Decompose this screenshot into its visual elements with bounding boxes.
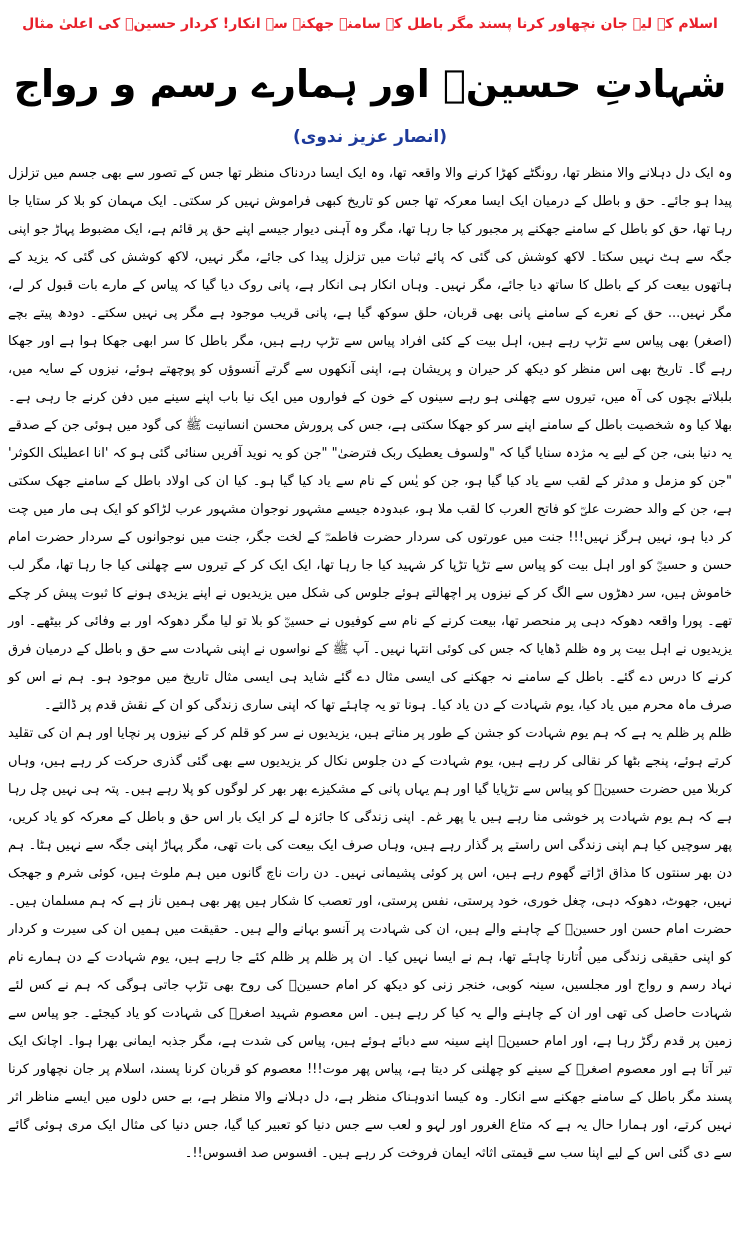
article-paragraph: وہ ایک دل دہلانے والا منظر تھا، رونگٹے کھڑا کرنے والا واقعہ تھا، وہ ایک ایسا دردناک منظر تھا جس کے تصور سے بھی جسم میں تزلزل پیدا ہو جائے۔ حق و باطل کے درمیان ایک ایسا معرکہ تھا جس کو تاریخ کبھی فراموش نہیں کر سکتی۔ ایک مہمان کو بلا کر ستایا جا رہا تھا، حق کو باطل کے سامنے جھکنے پر مجبور کیا جا رہا تھا، مگر وہ آہنی دیوار جیسے اپنے حق پر قائم ہے، ایک مضبوط پہاڑ جو اپنی جگہ سے ہٹ نہیں سکتا۔ لاکھ کوشش کی گئی کہ پائے ثبات میں تزلزل پیدا کی جائے، مگر نہیں، لاکھ کوشش کی گئی کہ یزید کے ہاتھوں بیعت کر کے باطل کا ساتھ دیا جائے، مگر نہیں۔ وہاں انکار ہی انکار ہے، پانی روک دیا گیا کہ پیاس کے مارے بات قبول کر لے، مگر نہیں... حق کے نعرے کے سامنے پانی بھی قربان، حلق سوکھ گیا ہے، پانی قریب موجود ہے مگر پی نہیں سکتے۔ دودھ پیتے بچے (اصغر) بھی پیاس سے تڑپ رہے ہیں، اہل بیت کے کئی افراد پیاس سے تڑپ رہے ہیں، مگر باطل کا سر ابھی جھکا ہوا ہے اور جھکا رہے گا۔ تاریخ بھی اس منظر کو دیکھ کر حیران و پریشان ہے، اپنی آنکھوں سے گرتے آنسوؤں کو پوچھتے ہوئے، نیزوں کے سایہ میں، بلبلاتے بچوں کی آہ میں، تیروں سے چھلنی ہو رہے سینوں کے خون کے فواروں میں ایک نیا باب اپنے سینے میں دفن کرنے جا رہی ہے۔ بھلا کیا وہ شخصیت باطل کے سامنے اپنے سر کو جھکا سکتی ہے، جس کی پرورش محسن انسانیت ﷺ کی گود میں ہوئی جن کے صدقے یہ دنیا بنی، جن کے لیے یہ مژدہ سنایا گیا کہ "ولسوف یعطیک ربک فترضیٰ" "جن کو یہ نوید آفریں سنائی گئی ہو کہ 'انا اعطینٰک الکوثر' "جن کو مزمل و مدثر کے لقب سے یاد کیا گیا ہو، جن کو یٰس کے نام سے یاد کیا گیا ہو۔ کیا ان کی اولاد باطل کے سامنے جھک سکتی ہے، جن کے والد حضرت علیؓ کو فاتح العرب کا لقب ملا ہو، عبدودہ جیسے مشہور نوجوان مشہور عرب لڑاکو کو ایک ہی مار میں چت کر دیا ہو، نہیں ہرگز نہیں!!! جنت میں عورتوں کی سردار حضرت فاطمہؓ کے لخت جگر، جنت میں نوجوانوں کے سردار حضرت امام حسن و حسینؓ کو اور اہل بیت کو پیاس سے تڑپا تڑپا کر شہید کیا جا رہا تھا، ایک ایک کر کے تیروں سے چھلنی کیا جا رہا تھا، مگر لب خاموش ہیں، سر دھڑوں سے الگ کر کے نیزوں پر اچھالتے ہوئے جلوس کی شکل میں یزیدیوں نے اپنے یزیدی ہونے کا ثبوت پیش کر چکے تھے۔ پورا واقعہ دھوکہ دہی پر منحصر تھا، بیعت کرنے کے نام سے کوفیوں نے حسینؓ کو بلا تو لیا مگر دھوکہ اور بے وفائی کر بیٹھے۔ اور یزیدیوں نے اہل بیت پر وہ ظلم ڈھایا کہ جس کی کوئی انتہا نہیں۔ آپ ﷺ کے نواسوں نے اپنی شہادت سے حق و باطل کے درمیان فرق کرنے کا درس دے گئے۔ باطل کے سامنے نہ جھکنے کی ایسی مثال دے گئے شاید ہی ایسی مثال تاریخ میں موجود ہو۔ ہم نے اس کو صرف ماہ محرم میں یاد کیا، یوم شہادت کے دن یاد کیا۔ ہونا تو یہ چاہئے تھا کہ اپنی ساری زندگی کو ان کے نقش قدم پر ڈالتے۔ bbox=[8, 166, 732, 713]
article-body bbox=[8, 160, 732, 1168]
article-tagline: اسلام کے لیے جان نچھاور کرنا پسند مگر باطل کے سامنے جھکنے سے انکار! کردار حسینؓ کی اعلیٰ مثال bbox=[22, 16, 718, 32]
article-author: (انصار عزیز ندوی) bbox=[292, 127, 447, 147]
article-paragraph: ظلم پر ظلم یہ ہے کہ ہم یوم شہادت کو جشن کے طور پر مناتے ہیں، یزیدیوں نے سر کو قلم کر کے نیزوں پر نچایا اور ہم ان کی تقلید کرتے ہوئے، پنجے بٹھا کر نقالی کر رہے ہیں، یوم شہادت کے دن جلوس نکال کر یزیدیوں سے بھی گئی گذری حرکت کر رہے ہیں، وہاں کربلا میں حضرت حسینؓ کو پیاس سے تڑپایا گیا اور ہم یہاں پانی کے مشکیزے بھر بھر کر لوگوں کو پلا رہے ہیں۔ پتہ ہی نہیں چل رہا ہے کہ ہم یوم شہادت پر خوشی منا رہے ہیں یا پھر غم۔ اپنی زندگی کا جائزہ لے کر ایک بار اس حق و باطل کے معرکہ کو یاد کریں، پھر سوچیں کیا ہم اپنی زندگی اس راستے پر گذار رہے ہیں، وہاں صرف ایک بیعت کی بات تھی، مگر پہاڑ اپنی جگہ سے نہیں ہٹا۔ ہم دن بھر سنتوں کا مذاق اڑاتے گھوم رہے ہیں، اس پر کوئی پشیمانی نہیں۔ دن رات ناچ گانوں میں ہم ملوث ہیں، کوئی شرم و جھجک نہیں، جھوٹ، دھوکہ دہی، چغل خوری، خود پرستی، نفس پرستی، اور تعصب کا شکار ہیں پھر بھی ہمیں ناز ہے کہ ہم مسلمان ہیں۔ حضرت امام حسن اور حسینؓ کے چاہنے والے ہیں، ان کی شہادت پر آنسو بہانے والے ہیں۔ حقیقت میں ہمیں ان کی سیرت و کردار کو اپنی حقیقی زندگی میں اُتارنا چاہئے تھا، ہم نے ایسا نہیں کیا۔ ان پر ظلم پر ظلم کئے جا رہے ہیں، یوم شہادت کے دن ہمارے نام نہاد رسم و رواج اور مجلسیں، سینہ کوبی، خنجر زنی کو دیکھ کر امام حسینؓ کی روح بھی تڑپ جاتی ہوگی کہ ہم نے کس لئے شہادت حاصل کی تھی اور ان کے چاہنے والے یہ کیا کر رہے ہیں۔ اس معصوم شہید اصغرؓ کی شہادت کو یاد کیجئے۔ جو پیاس سے زمین پر قدم رگڑ رہا ہے، اور امام حسینؓ اپنے سینہ سے دبائے ہوئے ہیں، پیاس کی شدت ہے، مگر جذبہ ایمانی بھرا ہوا۔ اچانک ایک تیر آتا ہے اور معصوم اصغرؓ کے سینے کو چھلنی کر دیتا ہے، پیاس پھر موت!!! معصوم کو قربان کرنا پسند، اسلام پر جان نچھاور کرنا پسند مگر باطل کے سامنے جھکنے سے انکار۔ وہ کیسا اندوہناک منظر ہے، دل دہلانے والا منظر ہے، بے حس دلوں میں ایسے مناظر اثر نہیں کرتے، اور ہمارا حال یہ ہے کہ متاع الغرور اور لہو و لعب سے جس دنیا کو تعبیر کیا گیا، جس دنیا کی مثال ایک مری ہوئی گائے سے دی گئی اس کے لیے اپنا سب سے قیمتی اثاثہ ایمان فروخت کر رہے ہیں۔ افسوس صد افسوس!!۔ bbox=[8, 726, 732, 1161]
article-title: شہادتِ حسینؓ اور ہمارے رسم و رواج bbox=[13, 62, 727, 106]
